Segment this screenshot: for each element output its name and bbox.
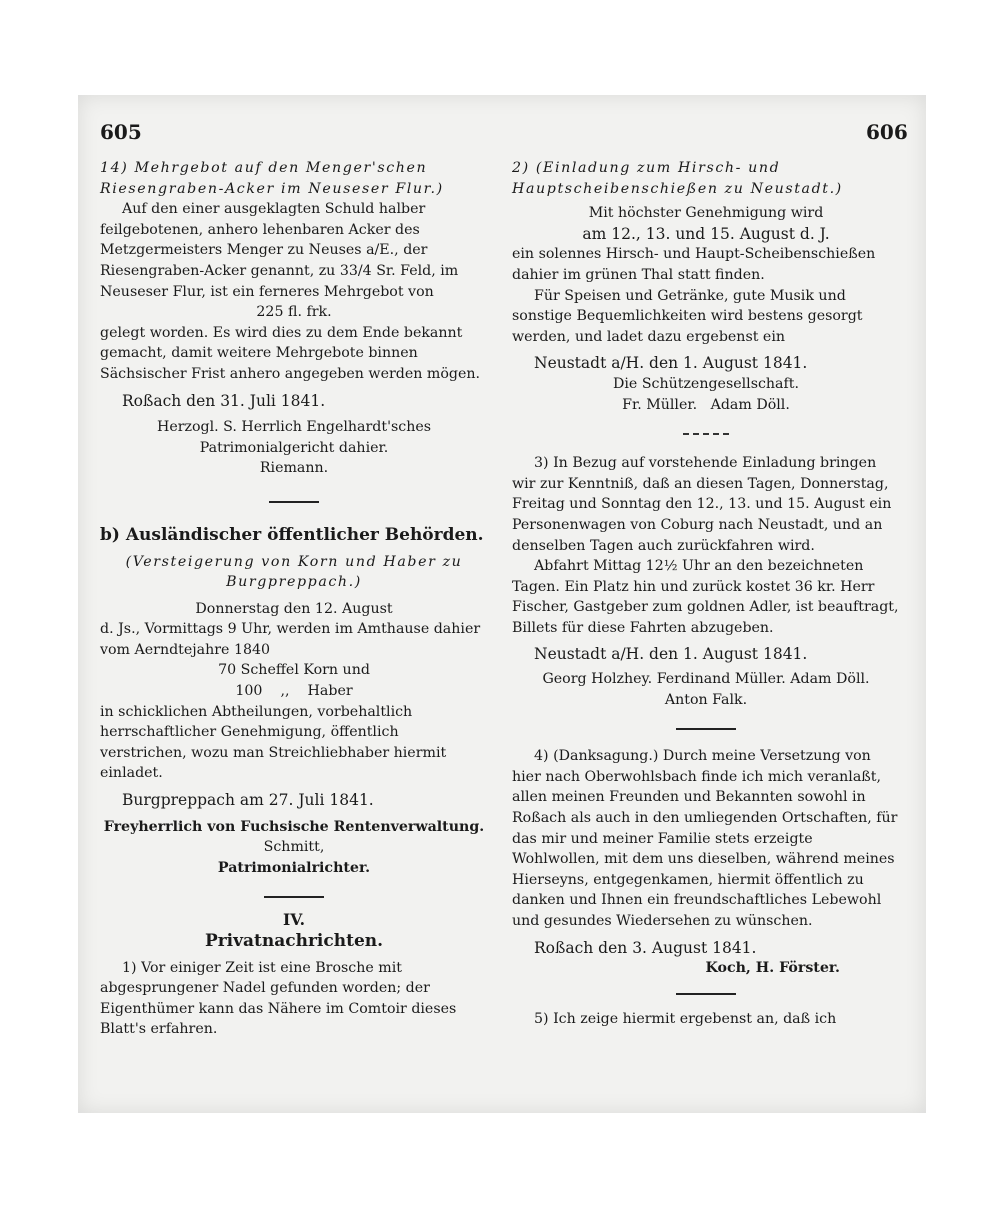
- sale-body2: in schicklichen Abtheilungen, vorbehaltlich herrschaftlicher Genehmigung, öffentlich verstrichen, wozu man Streichliebhaber hiermit einladet.: [100, 703, 447, 782]
- item2-body2: Für Speisen und Getränke, gute Musik und sonstige Bequemlichkeiten wird bestens gesorgt werden, und ladet dazu ergebenst ein: [512, 287, 863, 345]
- item14-amount: 225 fl. frk.: [256, 304, 332, 321]
- sale-signature-title: Patrimonialrichter.: [217, 859, 371, 876]
- item2-permission: Mit höchster Genehmigung wird: [588, 205, 824, 222]
- item14-authority: Herzogl. S. Herrlich Engelhardt'sches Patrimonialgericht dahier.: [156, 419, 432, 456]
- item5-body: 5) Ich zeige hiermit ergebenst an, daß ich: [534, 1010, 837, 1027]
- item4-signature: Koch, H. Förster.: [705, 960, 840, 977]
- divider: [683, 433, 729, 435]
- divider: [676, 728, 736, 730]
- item2-place-date: Neustadt a/H. den 1. August 1841.: [534, 354, 808, 373]
- section-private-heading: Privatnachrichten.: [204, 931, 384, 951]
- sale-heading: (Versteigerung von Korn und Haber zu Burgpreppach.): [125, 553, 463, 591]
- item14-body: Auf den einer ausgeklagten Schuld halber feilgebotenen, anhero lehenbaren Acker des Metzgermeisters Menger zu Neuses a/E., der Riesengraben-Acker genannt, zu 33/4 Sr. Feld, im Neuseser Flur, ist ein ferneres Mehrgebot von: [100, 201, 459, 300]
- sale-place-date: Burgpreppach am 27. Juli 1841.: [122, 791, 374, 810]
- item1-body: 1) Vor einiger Zeit ist eine Brosche mit abgesprungener Nadel gefunden worden; der Eigenthümer kann das Nähere im Comtoir dieses Blatt's erfahren.: [100, 959, 457, 1038]
- item2-society: Die Schützengesellschaft.: [613, 375, 799, 392]
- item3-signatures: Georg Holzhey. Ferdinand Müller. Adam Döll.: [542, 671, 870, 688]
- item2-signatures: Fr. Müller. Adam Döll.: [622, 396, 790, 413]
- item2-body: ein solennes Hirsch- und Haupt-Scheibenschießen dahier im grünen Thal statt finden.: [512, 246, 876, 283]
- item3-signatures2: Anton Falk.: [664, 691, 748, 708]
- divider: [269, 501, 319, 503]
- sale-signature: Schmitt,: [263, 839, 325, 856]
- sale-authority: Freyherrlich von Fuchsische Rentenverwaltung.: [103, 818, 485, 835]
- right-page-number: 606: [866, 120, 908, 144]
- sale-body: d. Js., Vormittags 9 Uhr, werden im Amthause dahier vom Aerndtejahre 1840: [100, 621, 481, 658]
- item14-body2: gelegt worden. Es wird dies zu dem Ende bekannt gemacht, damit weitere Mehrgebote binnen Sächsischer Frist anhero angegeben werden mögen.: [100, 324, 480, 382]
- item14-date: Roßach den 31. Juli 1841.: [122, 391, 326, 410]
- section-b-heading: b) Ausländischer öffentlicher Behörden.: [100, 524, 484, 545]
- divider: [676, 993, 736, 995]
- item2-heading: 2) (Einladung zum Hirsch- und Hauptscheibenschießen zu Neustadt.): [512, 160, 843, 197]
- item14-heading: 14) Mehrgebot auf den Menger'schen Riesengraben-Acker im Neuseser Flur.): [100, 160, 444, 197]
- right-column: [512, 158, 900, 1029]
- item3-body2: Abfahrt Mittag 12½ Uhr an den bezeichneten Tagen. Ein Platz hin und zurück kostet 36 kr. Herr Fischer, Gastgeber zum goldnen Adler, ist beauftragt, Billets für diese Fahrten abzugeben.: [512, 558, 899, 636]
- section-iv-heading: IV.: [283, 910, 305, 930]
- item2-dates: am 12., 13. und 15. August d. J.: [582, 224, 830, 243]
- item3-place-date: Neustadt a/H. den 1. August 1841.: [534, 645, 808, 664]
- item4-place-date: Roßach den 3. August 1841.: [534, 938, 757, 957]
- sale-date: Donnerstag den 12. August: [195, 600, 393, 617]
- item3-body: 3) In Bezug auf vorstehende Einladung bringen wir zur Kenntniß, daß an diesen Tagen, Donnerstag, Freitag und Sonntag den 12., 13. und 15. August ein Personenwagen von Coburg nach Neustadt, und an denselben Tagen auch zurückfahren wird.: [512, 455, 892, 554]
- divider: [264, 896, 324, 898]
- item4-body: 4) (Danksagung.) Durch meine Versetzung von hier nach Oberwohlsbach finde ich mich veranlaßt, allen meinen Freunden und Bekannten sowohl in Roßach als auch in den umliegenden Ortschaften, für das mir und meiner Familie stets erzeigte Wohlwollen, mit dem uns dieselben, während meines Hierseyns, entgegenkamen, hiermit öffentlich zu danken und Ihnen ein freundschaftliches Lebewohl und gesundes Wiedersehen zu wünschen.: [512, 748, 898, 929]
- sale-item-korn: 70 Scheffel Korn und: [218, 662, 370, 679]
- item14-signature: Riemann.: [259, 460, 329, 477]
- left-column: [100, 158, 488, 1040]
- sale-item-haber: 100 ,, Haber: [235, 683, 353, 700]
- left-page-number: 605: [100, 120, 142, 144]
